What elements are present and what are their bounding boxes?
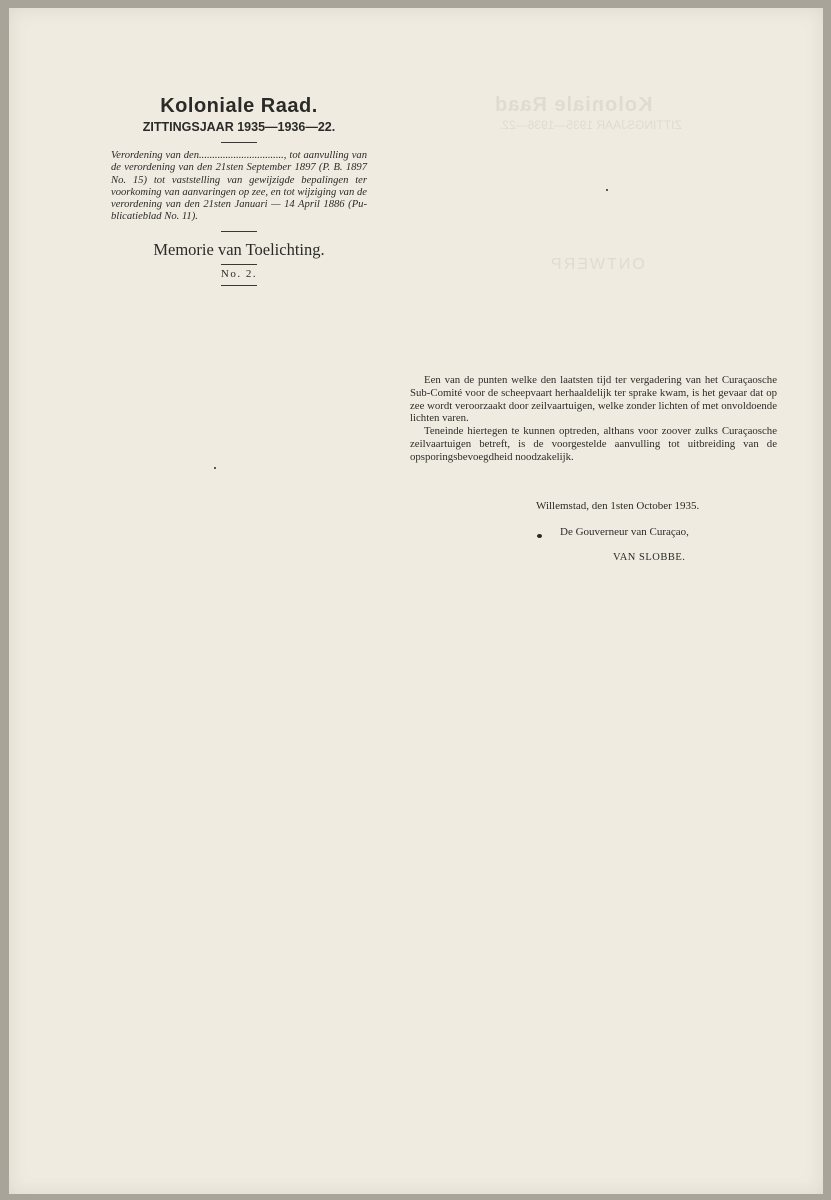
ordinance-line: en tot wijziging van de verordening van — [111, 186, 367, 211]
divider — [221, 285, 257, 286]
memo-title: Memorie van Toelichting. — [153, 239, 325, 259]
document-page — [9, 8, 823, 1194]
document-header — [109, 94, 369, 291]
paragraph: Teneinde hiertegen te kunnen optreden, althans voor zoover zulks Curaçaosche zeilvaartuigen betreft, is de voorgestelde aanvulling tot uitbreiding van de opsporingsbevoegdheid noodzakelijk. — [410, 425, 777, 463]
session-year: ZITTINGSJAAR 1935—1936—22. — [142, 120, 336, 134]
paragraph: Een van de punten welke den laatsten tijd ter vergadering van het Curaçaosche Sub-Comité voor de scheepvaart herhaaldelijk ter sprake kwam, is het gevaar dat op zee wordt veroorzaakt door zeilvaartuigen, welke zonder lichten of met onvoldoende lichten varen. — [410, 374, 777, 425]
show-through-title: Koloniale Raad — [494, 94, 653, 116]
ordinance-line: blicatieblad No. 11). — [111, 211, 198, 223]
divider — [221, 264, 257, 265]
document-number: No. 2. — [220, 267, 258, 280]
show-through-subtitle: ZITTINGSJAAR 1935—1936—22. — [499, 118, 682, 132]
divider — [221, 231, 257, 232]
ordinance-line: Verordening van den................................, — [111, 150, 287, 161]
signatory-title: De Gouverneur van Curaçao, — [560, 526, 689, 538]
explanatory-text — [410, 374, 777, 464]
ordinance-line: den 21sten Januari — 14 April 1886 (Pu- — [184, 199, 368, 211]
signatory-name: VAN SLOBBE. — [613, 552, 686, 563]
council-title: Koloniale Raad. — [160, 95, 318, 117]
divider — [221, 142, 257, 143]
ordinance-line: tot vaststelling van gewijzigde bepalingen — [153, 174, 349, 186]
ordinance-line: tot aanvulling van de verordening van den — [111, 150, 368, 174]
ink-speck — [537, 534, 542, 538]
ink-speck — [606, 189, 608, 191]
show-through-heading: ONTWERP — [549, 256, 645, 273]
ordinance-description — [109, 150, 369, 224]
place-date: Willemstad, den 1sten October 1935. — [536, 500, 700, 512]
ordinance-line: ter voorkoming van aanvaringen op zee, — [111, 174, 368, 198]
ink-speck — [214, 467, 216, 469]
ordinance-line: 21sten September 1897 (P. B. 1897 No. 15) — [111, 162, 368, 186]
